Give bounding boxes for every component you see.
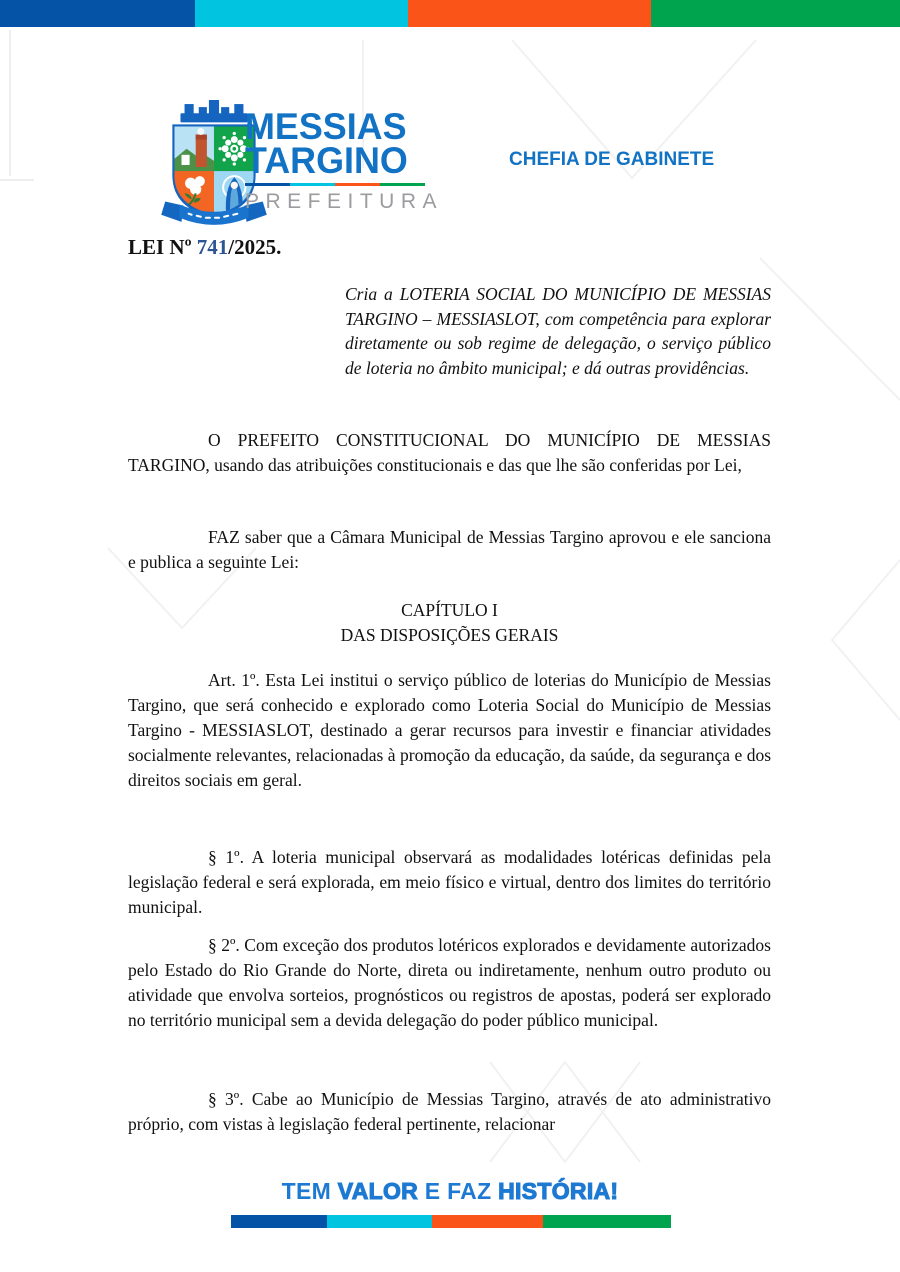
paragraph-1: § 1º. A loteria municipal observará as modalidades lotéricas definidas pela legislação federal e será explorada, em meio físico e virtual, dentro dos limites do território municipal. (128, 847, 771, 917)
top-bar-cyan-segment (195, 0, 408, 27)
logo-name-line1: MESSIAS (245, 106, 407, 147)
chapter-subtitle: DAS DISPOSIÇÕES GERAIS (340, 625, 559, 645)
chapter-heading (128, 598, 771, 648)
bottom-bar-green-segment (543, 1215, 671, 1228)
logo-color-line (245, 183, 425, 186)
logo-subtitle: PREFEITURA (245, 190, 444, 213)
law-title (128, 235, 281, 260)
paragraph-2: § 2º. Com exceção dos produtos lotéricos explorados e devidamente autorizados pelo Estado do Rio Grande do Norte, direta ou indiretamente, nenhum outro produto ou atividade que envolva sorteios, prognósticos ou registros de apostas, poderá ser explorado no território municipal sem a devida delegação do poder público municipal. (128, 935, 771, 1030)
law-title-number: 741 (196, 235, 229, 259)
paragraph-3: § 3º. Cabe ao Município de Messias Targino, através de ato administrativo próprio, com vistas à legislação federal pertinente, relacionar (128, 1089, 771, 1134)
logo-line-cyan (290, 183, 335, 186)
logo-line-green (380, 183, 425, 186)
crest-crown (180, 100, 247, 122)
logo-name-line2: TARGINO (245, 140, 408, 181)
logo-line-blue (245, 183, 290, 186)
slogan-part1: TEM (281, 1178, 338, 1204)
slogan-part4: HISTÓRIA! (498, 1178, 619, 1204)
law-title-suffix: /2025. (228, 235, 282, 259)
bottom-bar-blue-segment (231, 1215, 327, 1228)
slogan-part3: E FAZ (418, 1178, 499, 1204)
law-enacting-clause: FAZ saber que a Câmara Municipal de Messias Targino aprovou e ele sanciona e publica a seguinte Lei: (128, 527, 771, 572)
top-bar-green-segment (651, 0, 900, 27)
article-1: Art. 1º. Esta Lei institui o serviço público de loterias do Município de Messias Targino, que será conhecido e explorado como Loteria Social do Município de Messias Targino - MESSIASLOT, destinado a gerar recursos para investir e financiar atividades socialmente relevantes, relacionadas à promoção da educação, da saúde, da segurança e dos direitos sociais em geral. (128, 670, 771, 790)
top-bar-orange-segment (408, 0, 651, 27)
bottom-color-bar (231, 1215, 671, 1228)
law-epigraph: Cria a LOTERIA SOCIAL DO MUNICÍPIO DE MESSIAS TARGINO – MESSIASLOT, com competência para explorar diretamente ou sob regime de delegação, o serviço público de loteria no âmbito municipal; e dá outras providências. (345, 284, 771, 379)
bottom-bar-cyan-segment (327, 1215, 432, 1228)
chapter-title: CAPÍTULO I (401, 600, 498, 620)
department-title: CHEFIA DE GABINETE (509, 149, 715, 170)
logo-line-orange (335, 183, 380, 186)
logo-wordmark (245, 106, 444, 214)
top-bar-blue-segment (0, 0, 195, 27)
slogan-part2: VALOR (337, 1178, 419, 1204)
top-color-bar (0, 0, 900, 27)
footer-slogan (0, 1178, 900, 1205)
bottom-bar-orange-segment (432, 1215, 543, 1228)
law-preamble: O PREFEITO CONSTITUCIONAL DO MUNICÍPIO DE MESSIAS TARGINO, usando das atribuições constitucionais e das que lhe são conferidas por Lei, (128, 430, 771, 475)
law-title-prefix: LEI Nº (128, 235, 197, 259)
